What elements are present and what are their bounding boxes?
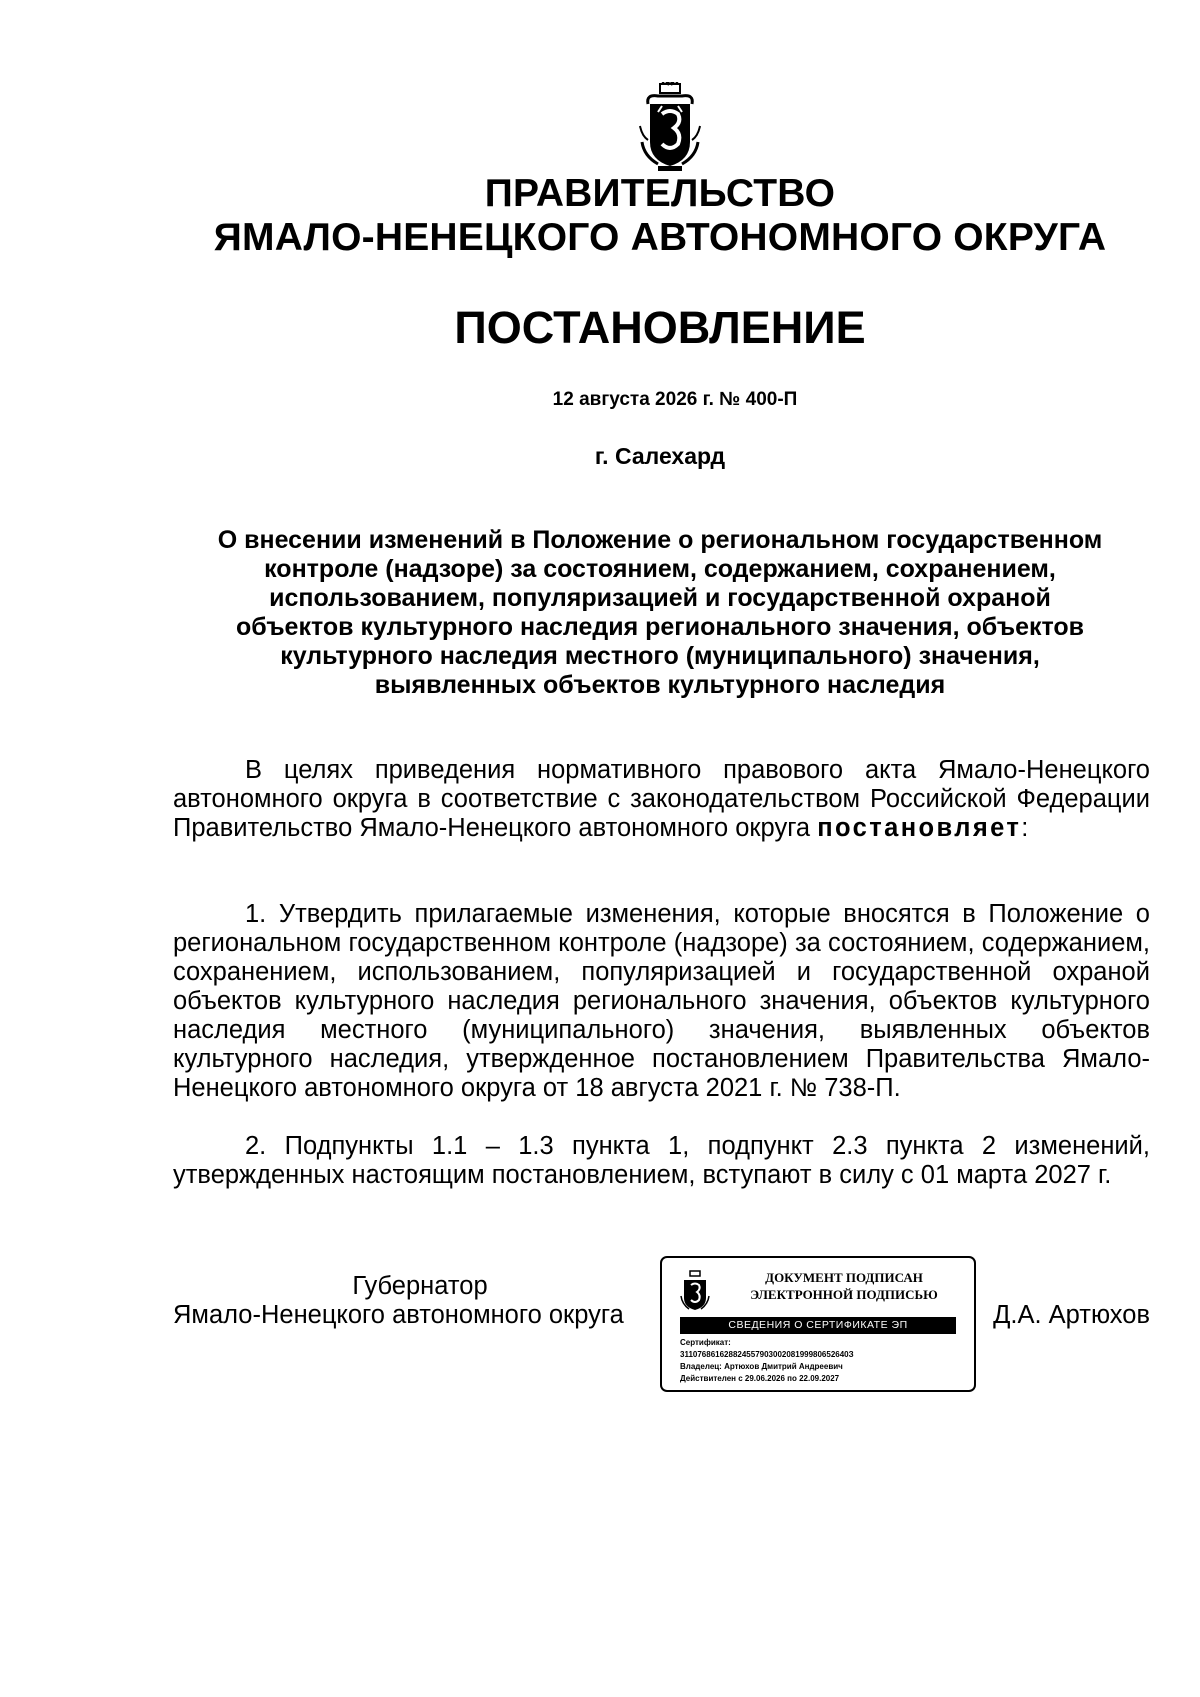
clause-2-text: 2. Подпункты 1.1 – 1.3 пункта 1, подпункт 2.3 пункта 2 изменений, утвержденных настоящим постановлением, вступают в силу с 01 марта 2027 г. — [173, 1132, 1150, 1189]
coat-of-arms-icon — [638, 82, 702, 174]
electronic-signature-stamp — [660, 1256, 976, 1392]
document-city: г. Салехард — [594, 443, 726, 469]
subject-line: культурного наследия местного (муниципального) значения, — [280, 642, 1040, 670]
preamble-colon: : — [1021, 814, 1029, 842]
government-title-line1: ПРАВИТЕЛЬСТВО — [484, 172, 836, 215]
cert-validity: Действителен с 29.06.2026 по 22.09.2027 — [680, 1374, 840, 1383]
stamp-title — [720, 1269, 968, 1303]
clause-2 — [173, 1132, 1150, 1190]
preamble-paragraph — [173, 756, 1150, 843]
subject-line: выявленных объектов культурного наследия — [374, 671, 946, 699]
clause-1-text: 1. Утвердить прилагаемые изменения, которые вносятся в Положение о региональном государственном контроле (надзоре) за состоянием, содержанием, сохранением, использованием, популяризацией и государственной охраной объектов культурного наследия регионального значения, объектов культурного наследия местного (муниципального) значения, выявленных объектов культурного наследия, утвержденное постановлением Правительства Ямало-Ненецкого автономного округа от 18 августа 2021 г. № 738-П. — [173, 900, 1150, 1102]
document-subject — [180, 526, 1140, 700]
subject-line: контроле (надзоре) за состоянием, содержанием, сохранением, — [264, 555, 1056, 583]
cert-owner: Владелец: Артюхов Дмитрий Андреевич — [680, 1362, 843, 1371]
preamble-text: В целях приведения нормативного правового акта Ямало-Ненецкого автономного округа в соответствие с законодательством Российской Федерации Правительство Ямало-Ненецкого автономного округа — [173, 756, 1150, 842]
government-title-line2: ЯМАЛО-НЕНЕЦКОГО АВТОНОМНОГО ОКРУГА — [213, 216, 1107, 259]
stamp-coat-of-arms-icon — [680, 1270, 710, 1314]
stamp-title-line1: ДОКУМЕНТ ПОДПИСАН — [765, 1270, 923, 1285]
signatory-name: Д.А. Артюхов — [993, 1301, 1150, 1329]
signatory-position — [173, 1272, 643, 1330]
subject-line: О внесении изменений в Положение о региональном государственном — [217, 526, 1103, 554]
clause-1 — [173, 900, 1150, 1103]
document-date-number: 12 августа 2026 г. № 400-П — [552, 389, 798, 410]
position-title: Губернатор — [352, 1272, 488, 1300]
stamp-certificate-info — [680, 1337, 960, 1385]
position-region: Ямало-Ненецкого автономного округа — [173, 1301, 624, 1329]
document-type: ПОСТАНОВЛЕНИЕ — [454, 302, 866, 353]
decree-word: постановляет — [817, 814, 1022, 842]
cert-label: Сертификат: — [680, 1338, 731, 1347]
stamp-certificate-bar: СВЕДЕНИЯ О СЕРТИФИКАТЕ ЭП — [680, 1317, 956, 1334]
subject-line: объектов культурного наследия регионального значения, объектов — [235, 613, 1085, 641]
subject-line: использованием, популяризацией и государственной охраной — [269, 584, 1051, 612]
stamp-title-line2: ЭЛЕКТРОННОЙ ПОДПИСЬЮ — [750, 1287, 938, 1302]
cert-number: 31107686162882455790300208199980652640З — [680, 1350, 854, 1359]
